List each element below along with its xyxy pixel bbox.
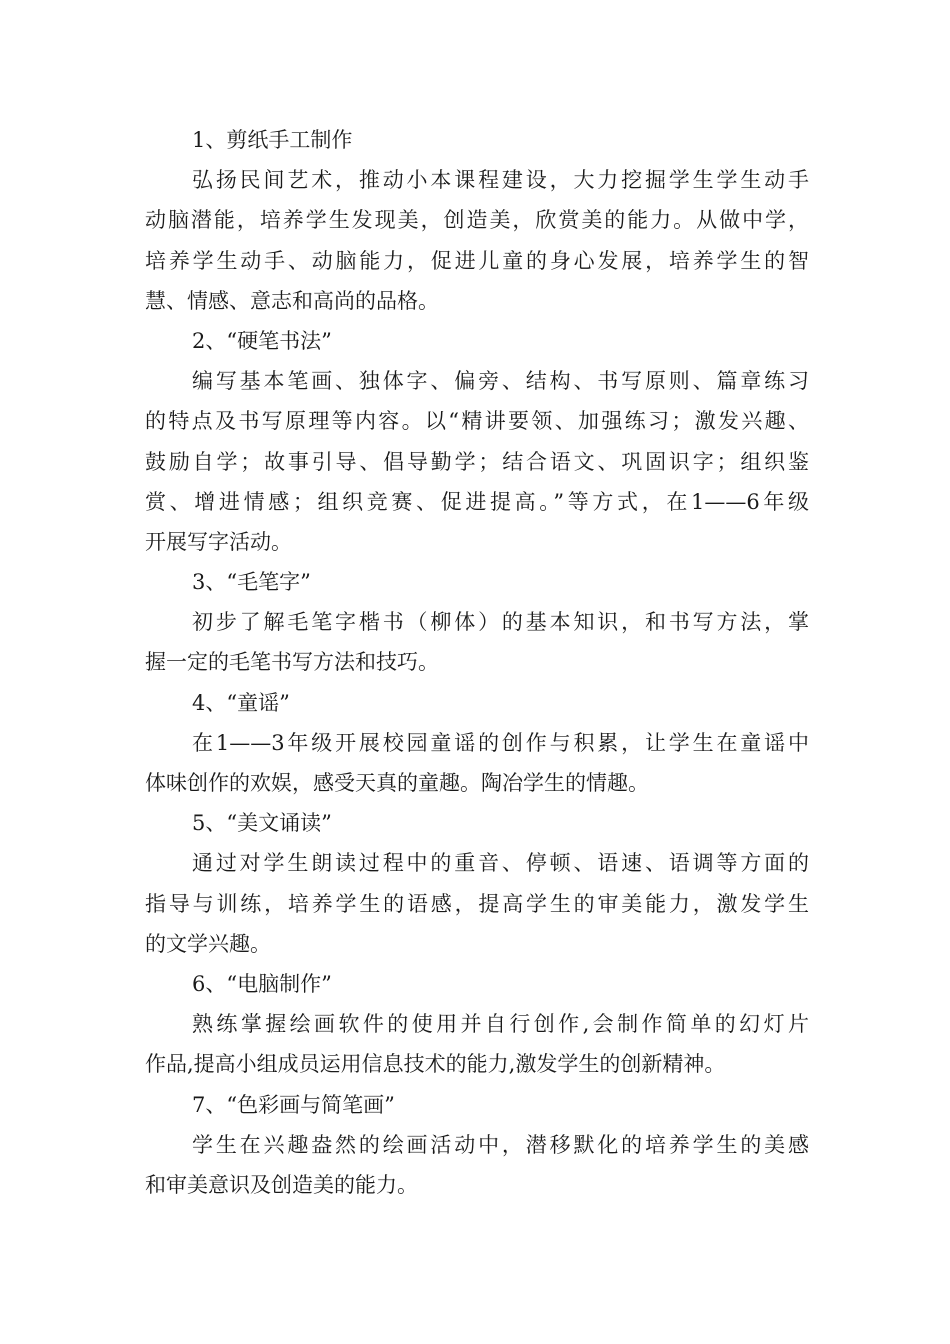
paragraph-line: 作品,提高小组成员运用信息技术的能力,激发学生的创新精神。	[145, 1052, 726, 1077]
section-heading: 1、剪纸手工制作	[192, 128, 353, 152]
paragraph-line: 开展写字活动。	[145, 529, 292, 554]
section-7	[145, 1085, 809, 1206]
section-heading: 6、“电脑制作”	[192, 971, 332, 996]
section-6	[145, 964, 809, 1085]
paragraph-line: 体味创作的欢娱，感受天真的童趣。陶冶学生的情趣。	[145, 771, 649, 795]
paragraph-line: 的特点及书写原理等内容。以“精讲要领、加强练习；激发兴趣、	[145, 409, 809, 434]
document-body	[145, 120, 809, 1205]
paragraph-line: 学生在兴趣盎然的绘画活动中，潜移默化的培养学生的美感	[192, 1132, 809, 1157]
section-3	[145, 562, 809, 683]
paragraph-line: 培养学生动手、动脑能力，促进儿童的身心发展，培养学生的智	[145, 248, 809, 273]
section-2	[145, 321, 809, 562]
paragraph-line: 弘扬民间艺术，推动小本课程建设，大力挖掘学生学生动手	[192, 168, 809, 193]
paragraph-line: 在1——3年级开展校园童谣的创作与积累，让学生在童谣中	[192, 730, 809, 755]
paragraph-line: 慧、情感、意志和高尚的品格。	[145, 288, 439, 313]
paragraph-line: 的文学兴趣。	[145, 931, 271, 956]
paragraph-line: 和审美意识及创造美的能力。	[145, 1172, 418, 1197]
section-heading: 7、“色彩画与简笔画”	[192, 1092, 395, 1117]
paragraph-line: 鼓励自学；故事引导、倡导勤学；结合语文、巩固识字；组织鉴	[145, 449, 809, 474]
section-1	[145, 120, 809, 321]
paragraph-line: 赏、增进情感；组织竞赛、促进提高。”等方式，在1——6年级	[145, 489, 809, 514]
section-4	[145, 683, 809, 804]
paragraph-line: 初步了解毛笔字楷书（柳体）的基本知识，和书写方法，掌	[192, 610, 809, 635]
paragraph-line: 熟练掌握绘画软件的使用并自行创作,会制作简单的幻灯片	[192, 1012, 809, 1037]
paragraph-line: 通过对学生朗读过程中的重音、停顿、语速、语调等方面的	[192, 851, 809, 876]
paragraph-line: 指导与训练，培养学生的语感，提高学生的审美能力，激发学生	[145, 891, 809, 916]
section-heading: 3、“毛笔字”	[192, 570, 311, 595]
section-heading: 2、“硬笔书法”	[192, 328, 332, 353]
section-heading: 4、“童谣”	[192, 690, 290, 715]
paragraph-line: 握一定的毛笔书写方法和技巧。	[145, 650, 439, 675]
section-heading: 5、“美文诵读”	[192, 811, 332, 836]
paragraph-line: 动脑潜能，培养学生发现美，创造美，欣赏美的能力。从做中学，	[145, 208, 809, 233]
paragraph-line: 编写基本笔画、独体字、偏旁、结构、书写原则、篇章练习	[192, 369, 809, 394]
section-5	[145, 803, 809, 964]
